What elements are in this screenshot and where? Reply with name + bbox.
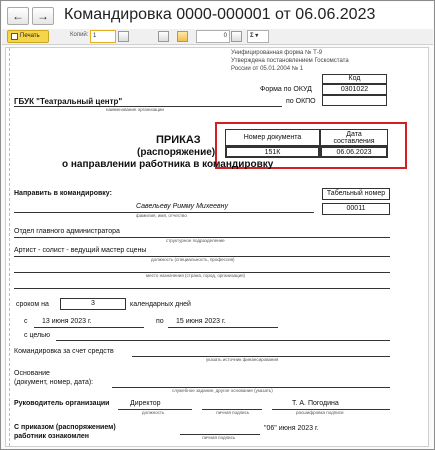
department: Отдел главного администратора	[14, 228, 120, 235]
copies-label: Копий:	[70, 32, 89, 38]
term-value: 3	[60, 298, 126, 310]
document-page	[5, 47, 429, 447]
back-arrow-icon: ←	[12, 9, 24, 23]
save-icon[interactable]	[158, 31, 169, 42]
head-name-caption: расшифровка подписи	[296, 410, 344, 415]
doc-number: 151К	[225, 146, 320, 158]
order-subtitle: (распоряжение)	[137, 147, 216, 158]
head-signature-caption: личная подпись	[216, 410, 250, 415]
send-label: Направить в командировку:	[14, 190, 112, 197]
position-caption: должность (специальность, профессия)	[151, 257, 235, 262]
head-position-caption: должность	[142, 410, 165, 415]
title-bar	[2, 2, 433, 29]
days-label: календарных дней	[130, 301, 191, 308]
folder-icon[interactable]	[177, 31, 188, 42]
order-purpose-title: о направлении работника в командировку	[62, 159, 274, 170]
sum-button[interactable]	[247, 30, 269, 43]
from-label: с	[24, 318, 28, 325]
organization-caption: наименование организации	[106, 107, 164, 112]
back-button[interactable]	[7, 7, 29, 25]
form-header-line-2: Утверждена постановлением Госкомстата	[231, 58, 349, 64]
basis-label-1: Основание	[14, 370, 50, 377]
funding-caption: указать источник финансирования	[206, 357, 279, 362]
head-position: Директор	[130, 400, 161, 407]
okud-label: Форма по ОКУД	[260, 86, 312, 93]
doc-date-header-line-1: Дата	[346, 131, 362, 138]
okud-value: 0301022	[322, 84, 387, 95]
code-header: Код	[322, 74, 387, 84]
ack-signature-caption: личная подпись	[202, 435, 236, 440]
forward-button[interactable]	[32, 7, 54, 25]
ack-label-1: С приказом (распоряжением)	[14, 424, 116, 431]
copies-value: 1	[93, 33, 97, 39]
basis-label-2: (документ, номер, дата):	[14, 379, 94, 386]
print-button[interactable]	[7, 30, 49, 43]
destination-line-2	[14, 288, 390, 289]
okpo-label: по ОКПО	[286, 98, 316, 105]
copies-input[interactable]	[90, 30, 116, 43]
forward-arrow-icon: →	[37, 9, 49, 23]
form-header-line-1: Унифицированная форма № Т-9	[231, 50, 323, 56]
to-line	[168, 327, 278, 328]
margin-guide	[9, 48, 10, 446]
form-header-line-3: России от 05.01.2004 № 1	[231, 66, 304, 72]
destination-caption: место назначения (страна, город, организация)	[146, 273, 246, 278]
tab-number-value: 00011	[322, 203, 390, 215]
printer-icon	[11, 33, 18, 40]
from-line	[34, 327, 144, 328]
doc-date-header-line-2: составления	[333, 138, 375, 145]
employee-name: Савельеву Римму Михеевну	[136, 203, 229, 210]
toolbar	[2, 29, 433, 45]
employee-caption: фамилия, имя, отчество	[136, 213, 187, 218]
to-label: по	[156, 318, 164, 325]
basis-caption: служебное задание, другое основание (указать)	[172, 388, 273, 393]
purpose-label: с целью	[24, 332, 51, 339]
term-label: сроком на	[16, 301, 49, 308]
page-value: 0	[223, 33, 227, 39]
page-stepper-icon[interactable]	[231, 31, 242, 42]
doc-number-header: Номер документа	[225, 129, 320, 146]
from-date: 13 июня 2023 г.	[42, 318, 92, 325]
doc-date-header	[320, 129, 388, 146]
position: Артист - солист - ведущий мастер сцены	[14, 247, 147, 254]
page-input[interactable]	[196, 30, 230, 43]
print-button-label: Печать	[20, 33, 40, 39]
window-title: Командировка 0000-000001 от 06.06.2023	[64, 6, 376, 23]
ack-date: "06" июня 2023 г.	[264, 425, 319, 432]
department-caption: структурное подразделение	[166, 238, 225, 243]
chevron-down-icon: ▾	[255, 33, 259, 39]
sigma-icon: Σ	[250, 33, 254, 39]
okpo-value	[322, 95, 387, 106]
purpose-line	[56, 340, 390, 341]
order-title: ПРИКАЗ	[156, 134, 201, 146]
head-name: Т. А. Погодина	[292, 400, 339, 407]
ack-label-2: работник ознакомлен	[14, 433, 90, 440]
doc-date: 06.06.2023	[320, 146, 388, 158]
head-label: Руководитель организации	[14, 400, 110, 407]
organization-name: ГБУК "Театральный центр"	[14, 97, 123, 106]
copies-stepper-icon[interactable]	[118, 31, 129, 42]
tab-number-header: Табельный номер	[322, 188, 390, 200]
to-date: 15 июня 2023 г.	[176, 318, 226, 325]
funding-label: Командировка за счет средств	[14, 348, 114, 355]
